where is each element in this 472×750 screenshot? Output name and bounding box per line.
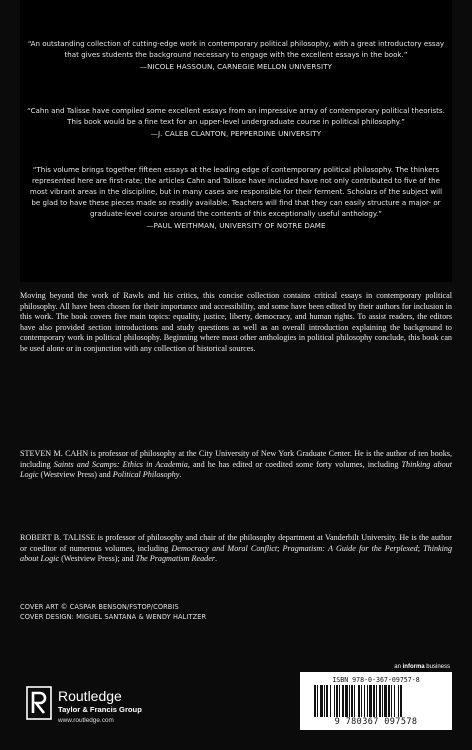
- informa-suffix: business: [424, 664, 450, 670]
- quote-attribution: —PAUL WEITHMAN, UNIVERSITY OF NOTRE DAME: [146, 221, 326, 230]
- quote-attribution: —J. CALEB CLANTON, PEPPERDINE UNIVERSITY: [150, 129, 322, 138]
- endorsement-quote: [20, 105, 452, 139]
- barcode-bars: [314, 685, 438, 717]
- bio-text: STEVEN M. CAHN is professor of philosophy at the City University of New York Graduate Center. He is the author of ten books, including: [20, 449, 452, 469]
- book-title: Saints and Scamps: Ethics in Academia: [53, 459, 188, 469]
- author-bio-talisse: [20, 533, 452, 565]
- routledge-logo-icon: [26, 686, 52, 720]
- book-title: Pragmatism: A Guide for the Perplexed: [282, 543, 418, 553]
- quote-text: “This volume brings together fifteen essays at the leading edge of contemporary political philosophy. The thinkers represented here are first-rate; the articles Cahn and Talisse have included have not only contributed to five of the most vibrant areas in the discipline, but in many cases are responsible for their ferment. Scholars of the subject will be glad to have these pieces made so readily available. Teachers will find that they can easily structure a major- or graduate-level course around the contents of this exceptionally useful anthology.”: [29, 165, 443, 218]
- bio-text: ;: [277, 543, 283, 553]
- book-title: The Pragmatism Reader: [135, 554, 216, 564]
- informa-brand: informa: [402, 664, 425, 670]
- publisher-group: Taylor & Francis Group: [58, 705, 142, 714]
- cover-art-credit: COVER ART © CASPAR BENSON/FSTOP/CORBIS: [20, 603, 179, 611]
- isbn-barcode: [300, 672, 452, 730]
- publisher-name: Routledge: [58, 688, 122, 704]
- book-title: Thinking about Logic: [20, 543, 453, 564]
- endorsements-panel: [20, 0, 452, 282]
- book-title: Democracy and Moral Conflict: [171, 543, 278, 553]
- author-bio-cahn: [20, 449, 452, 481]
- bio-text: , and he has edited or coedited some forty volumes, including: [187, 459, 402, 469]
- quote-attribution: —NICOLE HASSOUN, CARNEGIE MELLON UNIVERSITY: [139, 62, 333, 71]
- informa-prefix: an: [394, 664, 403, 670]
- isbn-label: ISBN 978-0-367-09757-8: [332, 676, 420, 684]
- bio-text: ;: [417, 543, 424, 553]
- cover-credits: [20, 602, 206, 622]
- bio-text: .: [179, 470, 182, 480]
- book-description: [20, 291, 452, 355]
- bio-text: (Westview Press); and: [59, 554, 136, 564]
- endorsement-quote: [20, 164, 452, 231]
- book-title: Thinking about Logic: [20, 459, 452, 480]
- bio-text: .: [215, 554, 218, 564]
- publisher-url: www.routledge.com: [58, 717, 114, 724]
- informa-tagline: [394, 664, 450, 670]
- quote-text: “An outstanding collection of cutting-edge work in contemporary political philosophy, with a great introductory essay that gives students the background necessary to engage with the excellent essays in the book.”: [27, 39, 445, 59]
- cover-design-credit: COVER DESIGN: MIGUEL SANTANA & WENDY HALITZER: [20, 613, 207, 621]
- bio-text: ROBERT B. TALISSE is professor of philosophy and chair of the philosophy department at Vanderbilt University. He is the author or coeditor of numerous volumes, including: [20, 533, 452, 553]
- description-paragraph: Moving beyond the work of Rawls and his critics, this concise collection contains critical essays in contemporary political philosophy. All have been chosen for their importance and accessibility, and some have been edited by their authors for inclusion in this work. The book covers five main topics: equality, justice, liberty, democracy, and human rights. To assist readers, the editors have also provided section introductions and study questions as well as an overall introduction explaining the background to contemporary work in political philosophy. Beginning where most other anthologies in political philosophy conclude, this book can be used alone or in conjunction with any collection of historical sources.: [20, 291, 452, 353]
- book-title: Political Philosophy: [112, 470, 180, 480]
- isbn-digits: 9 780367 097578: [334, 717, 418, 727]
- endorsement-quote: [20, 38, 452, 72]
- bio-text: (Westview Press) and: [38, 470, 113, 480]
- bio-paragraph: [20, 533, 452, 565]
- quote-text: “Cahn and Talisse have compiled some excellent essays from an impressive array of contemporary political theorists. This book would be a fine text for an upper-level undergraduate course in political philosophy.”: [27, 106, 445, 126]
- bio-paragraph: [20, 449, 452, 481]
